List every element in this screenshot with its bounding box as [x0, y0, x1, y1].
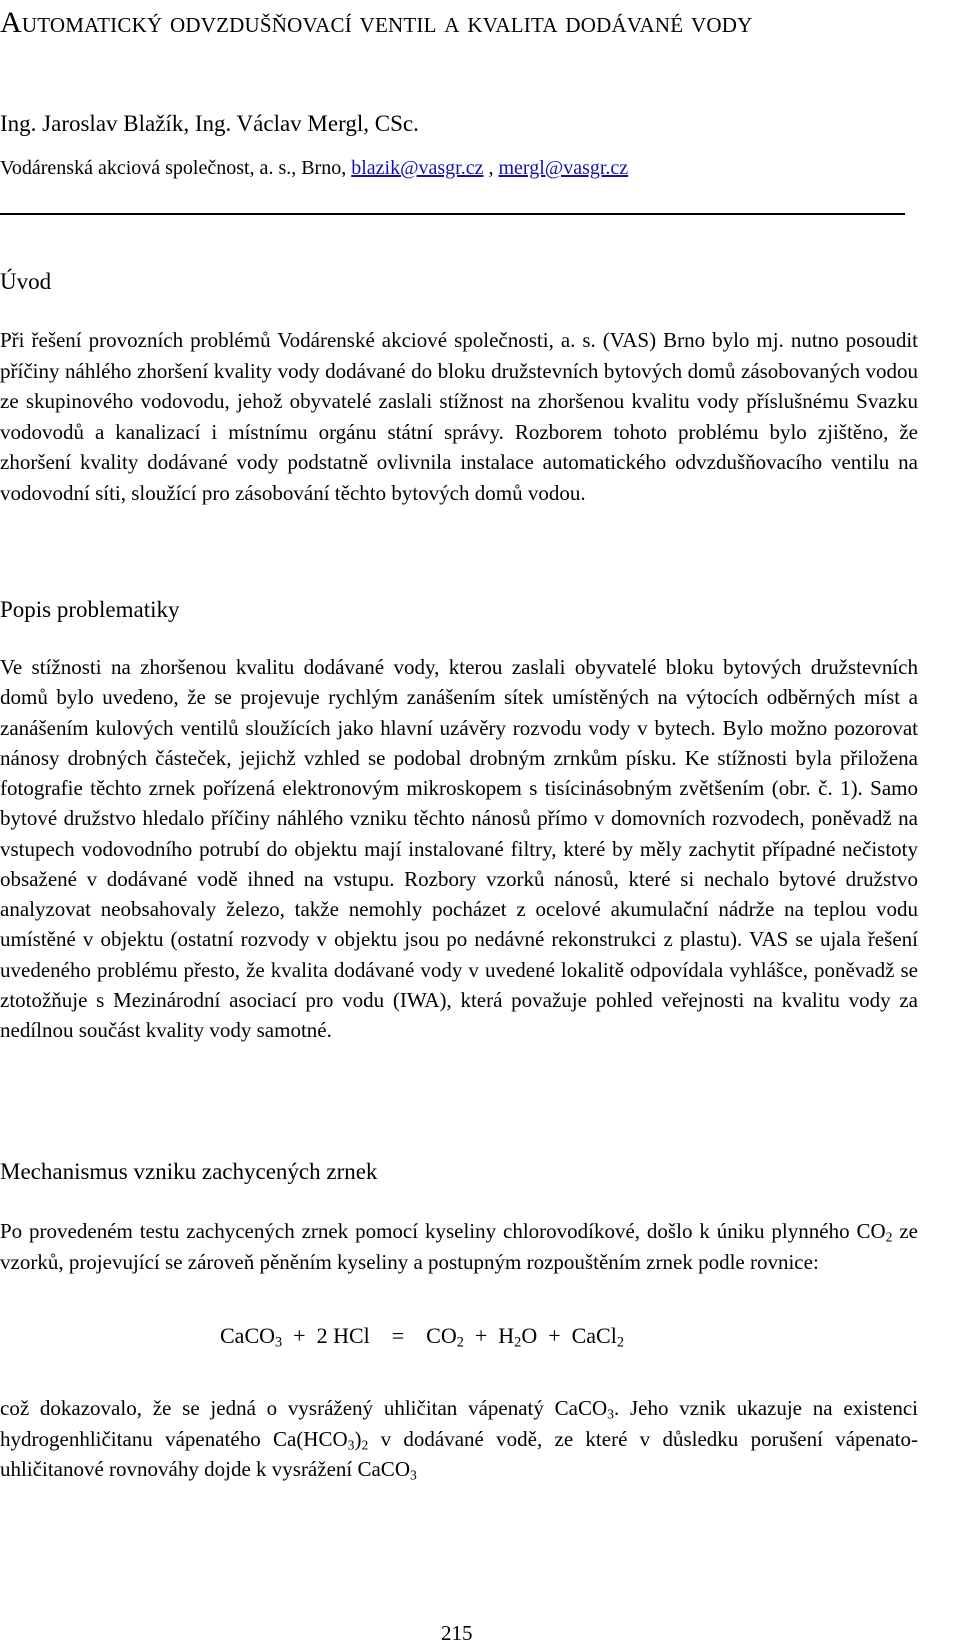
- affiliation-text: Vodárenská akciová společnost, a. s., Brno,: [0, 157, 352, 179]
- page-number: 215: [441, 1621, 473, 1645]
- subscript: 3: [607, 1406, 614, 1422]
- authors: Ing. Jaroslav Blažík, Ing. Václav Mergl, CSc.: [0, 111, 419, 136]
- paragraph-problem: Ve stížnosti na zhoršenou kvalitu dodávané vody, kterou zaslali obyvatelé bloku bytových družstevních domů bylo uvedeno, že se projevuje rychlým zanášením sítek umístěných na výtocích odběrných míst a zanášením kulových ventilů sloužících jako hlavní uzávěry rozvodu vody v bytech. Bylo možno pozorovat nánosy drobných částeček, jejichž vzhled se podobal drobným zrnkům písku. Ke stížnosti byla přiložena fotografie těchto zrnek pořízená elektronovým mikroskopem s tisícinásobným zvětšením (obr. č. 1). Samo bytové družstvo hledalo příčiny náhlého vzniku těchto nánosů přímo v domovních rozvodech, poněvadž na vstupech vodovodního potrubí do objektu mají instalované filtry, které by měly zachytit případné nečistoty obsažené v dodávané vodě ihned na vstupu. Rozbory vzorků nánosů, které si nechalo bytové družstvo analyzovat neobsahovaly železo, takže nemohly pocházet z ocelové akumulační nádrže na teplou vodu umístěné v objektu (ostatní rozvody v objektu jsou po nedávné rekonstrukci z plastu). VAS se ujala řešení uvedeného problému přesto, že kvalita dodávané vody v uvedené lokalitě odpovídala vyhlášce, poněvadž se ztotožňuje s Mezinárodní asociací pro vodu (IWA), která považuje pohled veřejnosti na kvalitu vody za nedílnou součást kvality vody samotné.: [0, 655, 918, 1042]
- subscript: 3: [347, 1437, 355, 1452]
- equation-term: + H: [463, 1323, 515, 1348]
- page-title: Automatický odvzdušňovací ventil a kvalita dodávané vody: [0, 6, 753, 39]
- chemical-equation: [220, 1322, 624, 1350]
- section-heading-intro: Úvod: [0, 269, 52, 294]
- text-run: . Jeho vznik ukazuje na existenci hydrogenhličitanu vápenatého Ca(HCO: [0, 1396, 918, 1451]
- equation-term: + 2 HCl = CO: [282, 1323, 457, 1348]
- subscript: 2: [885, 1229, 893, 1245]
- subscript: 2: [361, 1437, 369, 1452]
- subscript: 2: [456, 1334, 464, 1351]
- text-run: Po provedeném testu zachycených zrnek pomocí kyseliny chlorovodíkové, došlo k úniku plynného CO: [0, 1219, 886, 1243]
- paragraph-intro: Při řešení provozních problémů Vodárenské akciové společnosti, a. s. (VAS) Brno bylo mj. nutno posoudit příčiny náhlého zhoršení kvality vody dodávané do bloku družstevních bytových domů zásobovaných vodou ze skupinového vodovodu, jehož obyvatelé zaslali stížnost na zhoršenou kvalitu vody příslušnému Svazku vodovodů a kanalizací i místnímu orgánu státní správy. Rozborem tohoto problému bylo zjištěno, že zhoršení kvality dodávané vody podstatně ovlivnila instalace automatického odvzdušňovacího ventilu na vodovodní síti, sloužící pro zásobování těchto bytových domů vodou.: [0, 328, 918, 505]
- section-heading-mechanism: Mechanismus vzniku zachycených zrnek: [0, 1159, 378, 1184]
- section-heading-problem: Popis problematiky: [0, 597, 180, 622]
- equation-term: CaCO: [220, 1323, 275, 1348]
- subscript: 2: [514, 1334, 522, 1351]
- paragraph-mechanism-2: [0, 1393, 918, 1485]
- subscript: 3: [409, 1467, 417, 1483]
- header-divider: [0, 213, 905, 215]
- email-link-mergl[interactable]: mergl@vasgr.cz: [498, 157, 629, 179]
- subscript: 2: [616, 1334, 625, 1351]
- subscript: 3: [275, 1334, 283, 1351]
- text-run: což dokazovalo, že se jedná o vysrážený uhličitan vápenatý CaCO: [0, 1396, 608, 1420]
- email-separator: ,: [483, 157, 499, 179]
- equation-term: O + CaCl: [521, 1323, 617, 1348]
- affiliation: [0, 155, 628, 181]
- text-run: v dodávané vodě, ze které v důsledku porušení vápenato-uhličitanové rovnováhy dojde k vysrážení CaCO: [0, 1426, 918, 1482]
- text-run: ): [354, 1426, 362, 1451]
- email-link-blazik[interactable]: blazik@vasgr.cz: [351, 157, 484, 179]
- text-run: ze vzorků, projevující se zároveň pěněním kyseliny a postupným rozpouštěním zrnek podle rovnice:: [0, 1219, 918, 1274]
- paragraph-mechanism-1: [0, 1216, 918, 1277]
